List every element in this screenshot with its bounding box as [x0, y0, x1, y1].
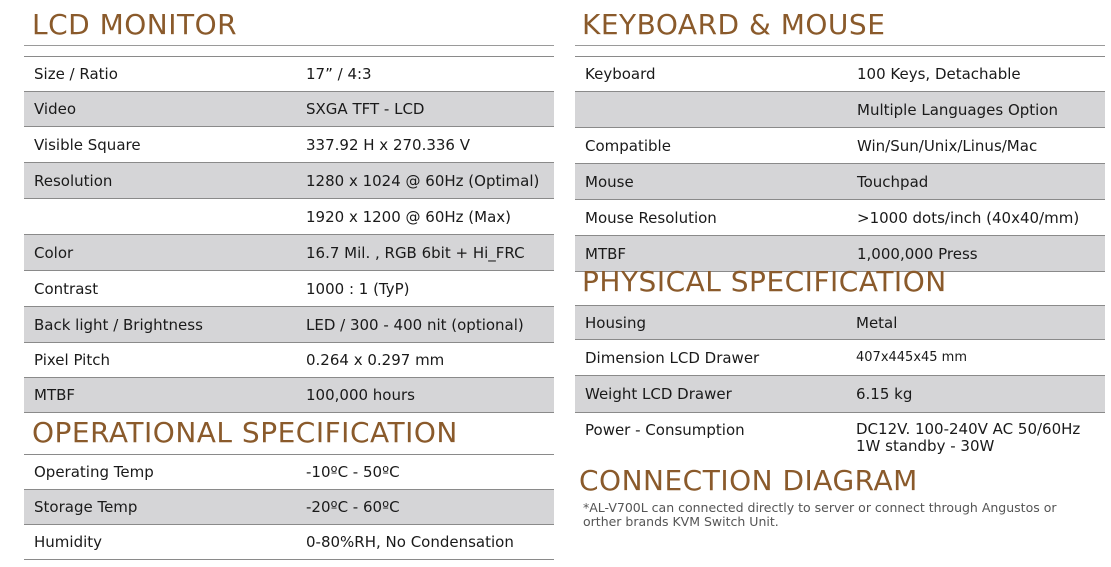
spec-value: 17” / 4:3 — [296, 57, 554, 92]
connection-note-line-2: orther brands KVM Switch Unit. — [583, 514, 779, 529]
power-value-line-1: DC12V. 100-240V AC 50/60Hz — [856, 420, 1081, 438]
table-row — [24, 163, 554, 199]
table-row — [575, 340, 1105, 376]
keyboard-mouse-section — [575, 8, 1105, 272]
spec-label: MTBF — [575, 236, 847, 272]
connection-section — [575, 464, 1105, 529]
spec-value: 16.7 Mil. , RGB 6bit + Hi_FRC — [296, 235, 554, 271]
spec-label: Operating Temp — [24, 455, 296, 490]
table-row — [24, 92, 554, 127]
table-row — [575, 164, 1105, 200]
spec-value — [846, 413, 1105, 457]
table-row — [24, 525, 554, 560]
spec-label: MTBF — [24, 378, 296, 413]
spec-label: Mouse — [575, 164, 847, 200]
spec-label: Power - Consumption — [585, 421, 745, 439]
spec-label: Weight LCD Drawer — [575, 376, 846, 413]
spec-label: Keyboard — [575, 57, 847, 92]
connection-title: CONNECTION DIAGRAM — [579, 464, 918, 497]
spec-value: Win/Sun/Unix/Linus/Mac — [847, 128, 1105, 164]
operational-spec-table — [24, 454, 554, 560]
spec-value: 1920 x 1200 @ 60Hz (Max) — [296, 199, 554, 235]
spec-value: 337.92 H x 270.336 V — [296, 127, 554, 163]
spec-label: Size / Ratio — [24, 57, 296, 92]
physical-section — [575, 265, 1105, 457]
spec-label: Housing — [575, 306, 846, 340]
spec-label: Color — [24, 235, 296, 271]
title-divider — [575, 45, 1105, 46]
spec-label: Compatible — [575, 128, 847, 164]
connection-note-line-1: *AL-V700L can connected directly to server or connect through Angustos or — [583, 500, 1057, 515]
spec-label: Mouse Resolution — [575, 200, 847, 236]
table-row — [575, 413, 1105, 457]
table-row — [575, 128, 1105, 164]
spec-label: Storage Temp — [24, 490, 296, 525]
table-row — [24, 127, 554, 163]
table-row — [575, 57, 1105, 92]
spec-label — [575, 92, 847, 128]
table-row — [575, 306, 1105, 340]
physical-spec-table — [575, 305, 1105, 457]
spec-label: Dimension LCD Drawer — [575, 340, 846, 376]
spec-value: 100,000 hours — [296, 378, 554, 413]
operational-title: OPERATIONAL SPECIFICATION — [32, 416, 458, 449]
spec-value: Metal — [846, 306, 1105, 340]
table-row — [24, 271, 554, 307]
spec-label: Humidity — [24, 525, 296, 560]
operational-section — [24, 416, 554, 560]
spec-value: 0-80%RH, No Condensation — [296, 525, 554, 560]
table-row — [24, 455, 554, 490]
power-value-line-2: 1W standby - 30W — [856, 437, 995, 455]
spec-value: 0.264 x 0.297 mm — [296, 343, 554, 378]
spec-value: Touchpad — [847, 164, 1105, 200]
spec-value: 1,000,000 Press — [847, 236, 1105, 272]
spec-label — [24, 199, 296, 235]
spec-label: Back light / Brightness — [24, 307, 296, 343]
table-row — [24, 57, 554, 92]
table-row — [24, 378, 554, 413]
table-row — [24, 199, 554, 235]
spec-value: 1280 x 1024 @ 60Hz (Optimal) — [296, 163, 554, 199]
spec-value: -10ºC - 50ºC — [296, 455, 554, 490]
spec-value: 100 Keys, Detachable — [847, 57, 1105, 92]
spec-label: Visible Square — [24, 127, 296, 163]
physical-title: PHYSICAL SPECIFICATION — [582, 265, 947, 298]
connection-note — [575, 501, 1105, 529]
spec-value: >1000 dots/inch (40x40/mm) — [847, 200, 1105, 236]
spec-label: Contrast — [24, 271, 296, 307]
spec-value: LED / 300 - 400 nit (optional) — [296, 307, 554, 343]
lcd-spec-table — [24, 56, 554, 413]
table-row — [24, 490, 554, 525]
spec-label: Video — [24, 92, 296, 127]
spec-value: Multiple Languages Option — [847, 92, 1105, 128]
keyboard-mouse-title: KEYBOARD & MOUSE — [582, 8, 886, 41]
table-row — [575, 92, 1105, 128]
spec-label: Resolution — [24, 163, 296, 199]
spec-value: SXGA TFT - LCD — [296, 92, 554, 127]
table-row — [24, 235, 554, 271]
table-row — [575, 200, 1105, 236]
spec-value: -20ºC - 60ºC — [296, 490, 554, 525]
table-row — [575, 376, 1105, 413]
spec-value: 6.15 kg — [846, 376, 1105, 413]
spec-value: 1000 : 1 (TyP) — [296, 271, 554, 307]
lcd-monitor-section — [24, 8, 554, 413]
lcd-monitor-title: LCD MONITOR — [32, 8, 238, 41]
table-row — [24, 343, 554, 378]
spec-value: 407x445x45 mm — [846, 340, 1105, 376]
table-row — [24, 307, 554, 343]
spec-label: Pixel Pitch — [24, 343, 296, 378]
title-divider — [24, 45, 554, 46]
keyboard-spec-table — [575, 56, 1105, 272]
